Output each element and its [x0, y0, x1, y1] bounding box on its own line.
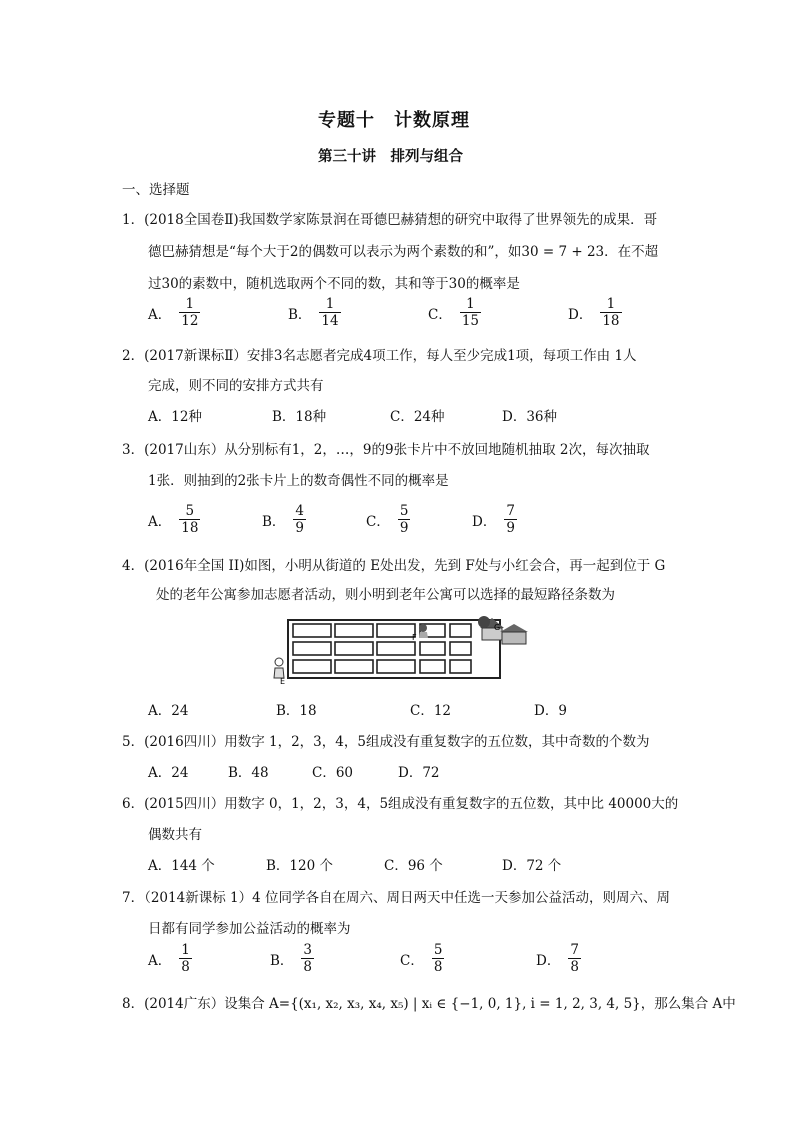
- fraction: $\frac{1}{8}$: [181, 942, 190, 975]
- question-7-option-b: B． $\frac{3}{8}$: [270, 942, 313, 975]
- question-7-option-a: A． $\frac{1}{8}$: [148, 942, 190, 975]
- question-6-option-b: B．120 个: [266, 858, 333, 874]
- question-6-option-d: D．72 个: [502, 858, 562, 874]
- question-4-option-d: D．9: [534, 703, 567, 719]
- fraction: $\frac{4}{9}$: [295, 503, 305, 536]
- fraction: $\frac{5}{8}$: [433, 942, 443, 975]
- question-3-line-2: 1张．则抽到的2张卡片上的数奇偶性不同的概率是: [148, 473, 449, 489]
- fraction: $\frac{3}{8}$: [303, 942, 313, 975]
- page-subtitle: 第三十讲 排列与组合: [318, 148, 463, 165]
- question-1-line-2: 德巴赫猜想是“每个大于2的偶数可以表示为两个素数的和”，如30 = 7 + 23．在不超: [148, 244, 659, 260]
- question-2-option-a: A．12种: [148, 409, 202, 425]
- question-3-option-d: D． $\frac{7}{9}$: [472, 503, 515, 536]
- fraction: $\frac{1}{18}$: [602, 296, 620, 329]
- question-1-option-c: C． $\frac{1}{15}$: [428, 296, 480, 329]
- question-4-line-1: 4．(2016年全国 II)如图，小明从街道的 E处出发，先到 F处与小红会合，再一起到位于 G: [122, 558, 666, 574]
- question-6-option-c: C．96 个: [384, 858, 443, 874]
- question-5-option-b: B．48: [228, 765, 269, 781]
- question-8-line-1: 8．(2014广东）设集合 A={(x₁, x₂, x₃, x₄, x₅) | xᵢ ∈ {−1, 0, 1}, i = 1, 2, 3, 4, 5}，那么集合 A中: [122, 996, 736, 1012]
- question-5-option-c: C．60: [312, 765, 354, 781]
- fraction: $\frac{1}{15}$: [461, 296, 480, 329]
- question-6-line-1: 6．(2015四川）用数字 0，1，2，3，4，5组成没有重复数字的五位数，其中比 40000大的: [122, 796, 679, 812]
- question-7-line-2: 日都有同学参加公益活动的概率为: [148, 921, 351, 937]
- question-1-option-b: B． $\frac{1}{14}$: [288, 296, 339, 329]
- label-e: E: [280, 677, 286, 686]
- question-5-line-1: 5．(2016四川）用数字 1，2，3，4，5组成没有重复数字的五位数，其中奇数的个数为: [122, 734, 650, 750]
- question-4-option-b: B．18: [276, 703, 317, 719]
- question-1-option-a: A． $\frac{1}{12}$: [148, 296, 199, 329]
- question-2-option-c: C．24种: [390, 409, 445, 425]
- question-2-line-1: 2．(2017新课标Ⅱ）安排3名志愿者完成4项工作，每人至少完成1项，每项工作由 1人: [122, 348, 637, 364]
- section-heading: 一、选择题: [122, 182, 190, 198]
- question-2-option-d: D．36种: [502, 409, 558, 425]
- fraction: $\frac{5}{18}$: [181, 503, 199, 536]
- question-4-option-a: A．24: [148, 703, 189, 719]
- question-3-option-c: C． $\frac{5}{9}$: [366, 503, 409, 536]
- fraction: $\frac{7}{8}$: [570, 942, 579, 975]
- question-3-option-b: B． $\frac{4}{9}$: [262, 503, 305, 536]
- label-f: F: [412, 633, 417, 642]
- question-1-option-d: D． $\frac{1}{18}$: [568, 296, 620, 329]
- question-2-option-b: B．18种: [272, 409, 327, 425]
- fraction: $\frac{5}{9}$: [399, 503, 409, 536]
- question-5-option-a: A．24: [148, 765, 189, 781]
- question-1-line-1: 1．(2018全国卷Ⅱ)我国数学家陈景润在哥德巴赫猜想的研究中取得了世界领先的成果．哥: [122, 212, 658, 228]
- question-4-option-c: C．12: [410, 703, 452, 719]
- question-1-line-3: 过30的素数中，随机选取两个不同的数，其和等于30的概率是: [148, 276, 520, 292]
- question-6-line-2: 偶数共有: [148, 827, 202, 843]
- question-7-option-c: C． $\frac{5}{8}$: [400, 942, 443, 975]
- fraction: $\frac{7}{9}$: [506, 503, 515, 536]
- question-7-option-d: D． $\frac{7}{8}$: [536, 942, 579, 975]
- question-4-line-2: 处的老年公寓参加志愿者活动，则小明到老年公寓可以选择的最短路径条数为: [156, 587, 615, 603]
- question-2-line-2: 完成，则不同的安排方式共有: [148, 378, 324, 394]
- fraction: $\frac{1}{12}$: [181, 296, 199, 329]
- question-3-option-a: A． $\frac{5}{18}$: [148, 503, 199, 536]
- question-7-line-1: 7．（2014新课标 1）4 位同学各自在周六、周日两天中任选一天参加公益活动，则周六、周: [122, 890, 670, 906]
- fraction: $\frac{1}{14}$: [321, 296, 339, 329]
- question-5-option-d: D．72: [398, 765, 440, 781]
- question-6-option-a: A．144 个: [148, 858, 215, 874]
- street-grid-figure: [270, 610, 530, 686]
- page-title: 专题十 计数原理: [318, 110, 470, 131]
- label-g: G: [494, 623, 501, 632]
- question-3-line-1: 3．(2017山东）从分别标有1，2，…，9的9张卡片中不放回地随机抽取 2次，每次抽取: [122, 442, 650, 458]
